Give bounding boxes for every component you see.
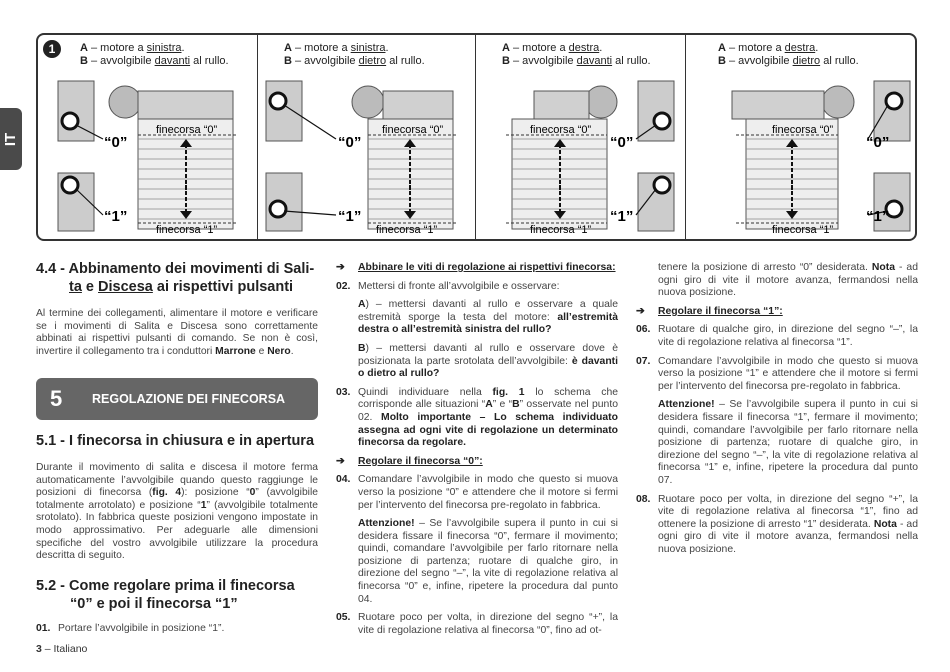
finecorsa-0-label: finecorsa “0” <box>382 124 444 136</box>
label-0: “0” <box>104 134 128 151</box>
finecorsa-0-label: finecorsa “0” <box>772 124 834 136</box>
label-0: “0” <box>338 134 362 151</box>
panel-caption: A – motore a destra. B – avvolgibile davanti al rullo. <box>502 42 651 67</box>
label-0: “0” <box>866 134 890 151</box>
shutter-diagram <box>38 35 258 239</box>
step-03: 03. Quindi individuare nella fig. 1 lo schema che corrisponde alle situazioni “A” e “B” osservate nel punto 02. Molto importante – Lo schema individuato assegna ad ogni vite di regolazione un determinato finecorsa da regolare. <box>336 386 619 449</box>
language-tab: IT <box>0 108 22 170</box>
step-06: 06. Ruotare di qualche giro, in direzione del segno “–”, la vite di regolazione relativa al finecorsa “1”. <box>636 324 918 348</box>
diagram-panel-4 <box>686 35 917 239</box>
finecorsa-1-label: finecorsa “1” <box>376 224 438 236</box>
paragraph-4-4: Al termine dei collegamenti, alimentare il motore e verificare se i movimenti di Salita e Discesa sono correttamente abbinati ai rispettivi pulsanti di comando. Se non è così, invertire il collegamento tra i conduttori Marrone e Nero. <box>36 308 318 357</box>
instruction-match-screws: ➔ Abbinare le viti di regolazione ai rispettivi finecorsa: <box>336 262 616 273</box>
shutter-diagram <box>476 35 686 239</box>
step-05: 05. Ruotare poco per volta, in direzione del segno “+”, la vite di regolazione relativa al finecorsa “0”, fino ad ot- <box>336 612 618 636</box>
finecorsa-0-label: finecorsa “0” <box>156 124 218 136</box>
finecorsa-1-label: finecorsa “1” <box>530 224 592 236</box>
diagram-panel-2 <box>258 35 476 239</box>
instruction-set-limit-0: ➔ Regolare il finecorsa “0”: <box>336 455 483 467</box>
heading-4-4: 4.4 - Abbinamento dei movimenti di Sali- ta e Discesa ai rispettivi pulsanti <box>36 261 315 295</box>
label-1: “1” <box>338 208 362 225</box>
diagram-panel-1 <box>38 35 258 239</box>
label-1: “1” <box>610 208 634 225</box>
warning-limit-0: Attenzione! – Se l’avvolgibile supera il punto in cui si desidera fissare il finecorsa “0”, fermare il movimento; quindi, comandare l’avvolgibile per farlo ritornare nella posizione di partenza; ruotare di qualche giro, in direzione del segno “–”, la vite di regolazione relativa al finecorsa “0” e, infine, ripetere la procedura dal punto 04. <box>358 518 618 605</box>
step-02: 02. Mettersi di fronte all’avvolgibile e osservare: <box>336 280 560 292</box>
step-07: 07. Comandare l’avvolgibile in modo che questo si muova verso la posizione “1” e attendere che il motore si fermi per l’intervento del finecorsa pre-regolato in fabbrica. <box>636 355 918 392</box>
shutter-diagram <box>686 35 917 239</box>
label-1: “1” <box>866 208 890 225</box>
step-04: 04. Comandare l’avvolgibile in modo che questo si muova verso la posizione “0” e attendere che il motore si fermi per l’intervento del finecorsa pre-regolato in fabbrica. <box>336 474 618 511</box>
figure-number: 1 <box>43 40 61 58</box>
figure-1 <box>36 33 917 241</box>
column-1 <box>36 260 318 358</box>
heading-5-1: 5.1 - I finecorsa in chiusura e in apertura <box>36 433 315 449</box>
step-02-b: B) – mettersi davanti al rullo e osservare dove è posizionata la parte srotolata dell’avvolgibile: è davanti o dietro al rullo? <box>358 342 619 380</box>
label-0: “0” <box>610 134 634 151</box>
warning-limit-1: Attenzione! – Se l’avvolgibile supera il punto in cui si desidera fissare il finecorsa “1”, fermare il movimento; quindi, comandare l’avvolgibile per farlo ritornare nella posizione di partenza; ruotare di qualche giro, in direzione del segno “–”, la vite di regolazione relativa al finecorsa “1” e, infine, ripetere la procedura dal punto 07. <box>658 399 918 486</box>
chapter-5-banner: 5 REGOLAZIONE DEI FINECORSA <box>36 378 318 420</box>
instruction-set-limit-1: ➔ Regolare il finecorsa “1”: <box>636 305 783 317</box>
finecorsa-1-label: finecorsa “1” <box>772 224 834 236</box>
column-3 <box>636 262 918 562</box>
step-05-continued: tenere la posizione di arresto “0” desiderata. Nota - ad ogni giro di vite il motore avanza, fermandosi nella nuova posizione. <box>658 262 918 299</box>
column-1-lower <box>36 432 318 641</box>
shutter-diagram <box>258 35 476 239</box>
step-02-a: A) – mettersi davanti al rullo e osservare a quale estremità sporge la testa del motore: all’estremità destra o all’estremità sinistra del rullo? <box>358 299 618 336</box>
page-footer: 3 – Italiano <box>36 643 88 655</box>
panel-caption: A – motore a destra. B – avvolgibile dietro al rullo. <box>718 42 859 67</box>
step-01: 01. Portare l’avvolgibile in posizione “1”. <box>36 622 225 634</box>
heading-5-2: 5.2 - Come regolare prima il finecorsa “0” e poi il finecorsa “1” <box>36 577 295 612</box>
panel-caption: A – motore a sinistra. B – avvolgibile davanti al rullo. <box>80 42 229 67</box>
panel-caption: A – motore a sinistra. B – avvolgibile dietro al rullo. <box>284 42 425 67</box>
finecorsa-0-label: finecorsa “0” <box>530 124 592 136</box>
paragraph-5-1: Durante il movimento di salita e discesa il motore ferma automaticamente l’avvolgibile quando questo raggiunge le posizioni di finecorsa (fig. 4): posizione “0” (avvolgibile totalmente arrotolato) e posizione “1” (avvolgibile totalmente srotolato). In fabbrica queste posizioni vengono impostate in modo approssimativo. Per adeguarle alle dimensioni specifiche del vostro avvolgibile utilizzare la procedura descritta di seguito. <box>36 462 318 562</box>
finecorsa-1-label: finecorsa “1” <box>156 224 218 236</box>
diagram-panel-3 <box>476 35 686 239</box>
label-1: “1” <box>104 208 128 225</box>
step-08: 08. Ruotare poco per volta, in direzione del segno “+”, la vite di regolazione relativa al finecorsa “1”, fino ad ottenere la posizione di arresto “1” desiderata. Nota - ad ogni giro di vite il motore avanza, fermandosi nella nuova posizione. <box>636 493 918 555</box>
column-2 <box>336 262 618 643</box>
